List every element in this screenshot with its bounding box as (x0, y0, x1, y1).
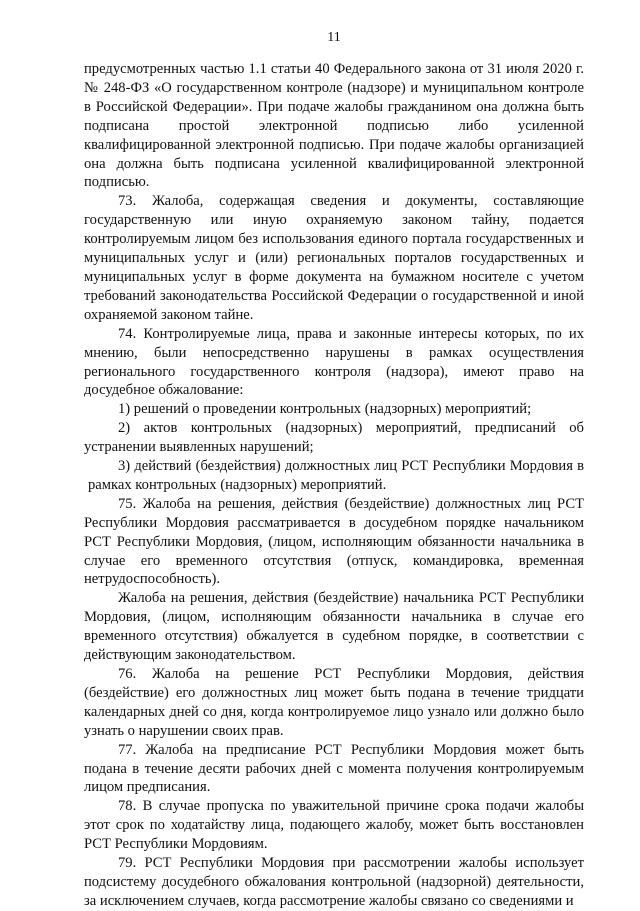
paragraph-73: 73. Жалоба, содержащая сведения и документы, составляющие государственную или иную охраняемую законом тайну, подается контролируемым лицом без использования единого портала государственных и муниципальных услуг и (или) региональных порталов государственных и муниципальных услуг в форме документа на бумажном носителе с учетом требований законодательства Российской Федерации о государственной и иной охраняемой законом тайне. (84, 193, 584, 323)
document-body (84, 60, 584, 911)
page-number: 11 (327, 30, 341, 45)
paragraph-74-item-2: 2) актов контрольных (надзорных) мероприятий, предписаний об устранении выявленных нарушений; (84, 420, 584, 456)
paragraph-continuation: предусмотренных частью 1.1 статьи 40 Федерального закона от 31 июля 2020 г. № 248-ФЗ «О государственном контроле (надзоре) и муниципальном контроле в Российской Федерации». При подаче жалобы гражданином она должна быть подписана простой электронной подписью либо усиленной квалифицированной электронной подписью. При подаче жалобы организацией она должна быть подписана усиленной квалифицированной электронной подписью. (84, 61, 584, 191)
paragraph-78: 78. В случае пропуска по уважительной причине срока подачи жалобы этот срок по ходатайству лица, подающего жалобу, может быть восстановлен РСТ Республики Мордовиям. (84, 798, 584, 853)
paragraph-74: 74. Контролируемые лица, права и законные интересы которых, по их мнению, были непосредственно нарушены в рамках осуществления регионального государственного контроля (надзора), имеют право на досудебное обжалование: (84, 325, 584, 399)
paragraph-75-appeal: Жалоба на решения, действия (бездействие) начальника РСТ Республики Мордовия, (лицом, исполняющим обязанности начальника в случае его временного отсутствия) обжалуется в судебном порядке, в соответствии с действующим законодательством. (84, 590, 584, 664)
paragraph-79: 79. РСТ Республики Мордовия при рассмотрении жалобы использует подсистему досудебного обжалования контрольной (надзорной) деятельности, за исключением случаев, когда рассмотрение жалобы связано со сведениями и (84, 855, 584, 909)
paragraph-77: 77. Жалоба на предписание РСТ Республики Мордовия может быть подана в течение десяти рабочих дней с момента получения контролируемым лицом предписания. (84, 741, 584, 796)
paragraph-74-item-3: 3) действий (бездействия) должностных лиц РСТ Республики Мордовия в рамках контрольных (надзорных) мероприятий. (88, 458, 584, 493)
paragraph-74-item-1: 1) решений о проведении контрольных (надзорных) мероприятий; (118, 401, 532, 418)
paragraph-76: 76. Жалоба на решение РСТ Республики Мордовия, действия (бездействие) его должностных лиц может быть подана в течение тридцати календарных дней со дня, когда контролируемое лицо узнало или должно было узнать о нарушении своих прав. (84, 666, 584, 739)
paragraph-75: 75. Жалоба на решения, действия (бездействие) должностных лиц РСТ Республики Мордовия рассматривается в досудебном порядке начальником РСТ Республики Мордовия, (лицом, исполняющим обязанности начальника в случае его временного отсутствия (отпуск, командировка, временная нетрудоспособность). (84, 495, 584, 588)
